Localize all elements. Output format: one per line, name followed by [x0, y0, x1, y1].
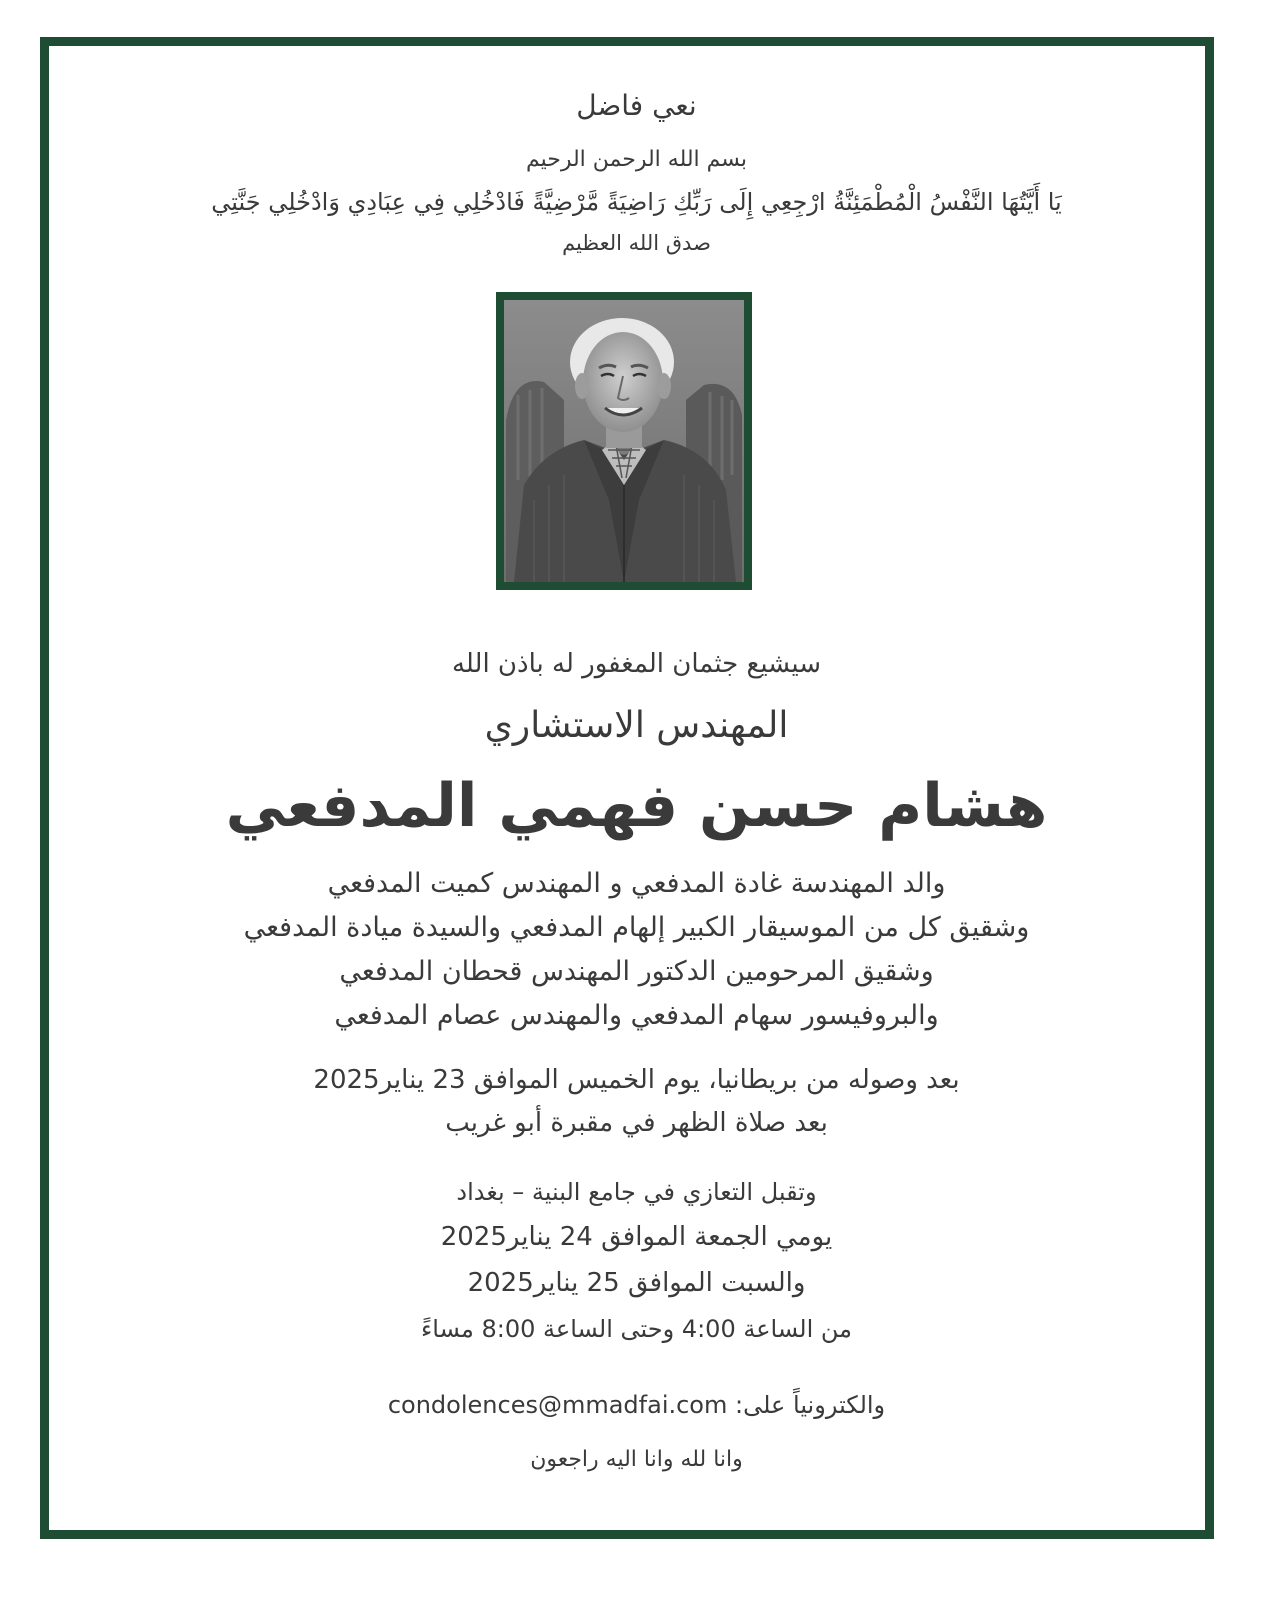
verse-closing: صدق الله العظيم — [562, 231, 711, 255]
family-line: وشقيق كل من الموسيقار الكبير إلهام المدفعي والسيدة ميادة المدفعي — [243, 912, 1030, 943]
funeral-intro: سيشيع جثمان المغفور له باذن الله — [451, 649, 822, 679]
family-line: والبروفيسور سهام المدفعي والمهندس عصام المدفعي — [334, 1000, 939, 1031]
family-line: وشقيق المرحومين الدكتور المهندس قحطان المدفعي — [339, 956, 934, 987]
condolence-email-link[interactable]: condolences@mmadfai.com — [387, 1391, 728, 1419]
condolence-day-1: يومي الجمعة الموافق 24 يناير2025 — [440, 1222, 833, 1252]
condolence-day-2: والسبت الموافق 25 يناير2025 — [467, 1268, 806, 1298]
closing-phrase: وانا لله وانا اليه راجعون — [530, 1447, 743, 1472]
condolence-hours: من الساعة 4:00 وحتى الساعة 8:00 مساءً — [420, 1315, 853, 1343]
notice-heading: نعي فاضل — [576, 89, 697, 122]
burial-info: بعد صلاة الظهر في مقبرة أبو غريب — [445, 1108, 828, 1138]
deceased-name: هشام حسن فهمي المدفعي — [225, 771, 1048, 841]
quran-verse: يَا أَيَّتُهَا النَّفْسُ الْمُطْمَئِنَّةُ ارْجِعِي إِلَى رَبِّكِ رَاضِيَةً مَّرْضِيَّةً فَادْخُلِي فِي عِبَادِي وَادْخُلِي جَنَّتِي — [211, 188, 1062, 216]
online-condolence — [0, 1393, 1273, 1417]
condolence-place: وتقبل التعازي في جامع البنية – بغداد — [456, 1178, 817, 1206]
deceased-photo — [496, 292, 752, 590]
family-line: والد المهندسة غادة المدفعي و المهندس كميت المدفعي — [327, 868, 946, 899]
deceased-title: المهندس الاستشاري — [484, 705, 789, 746]
online-label: والكترونياً على: — [735, 1391, 886, 1419]
arrival-info: بعد وصوله من بريطانيا، يوم الخميس الموافق 23 يناير2025 — [313, 1065, 960, 1095]
basmala: بسم الله الرحمن الرحيم — [525, 147, 748, 172]
